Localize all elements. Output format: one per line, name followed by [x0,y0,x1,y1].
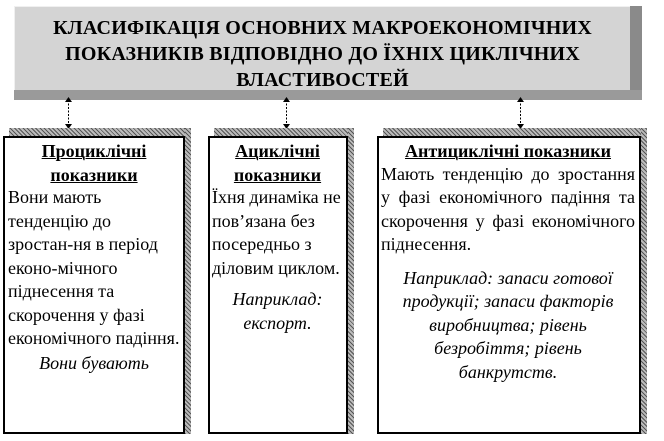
column-description: Мають тенденцію до зростання у фазі економічного падіння та скорочення у фазі економічного піднесення. [381,163,635,254]
column-shadow [641,128,647,434]
procyclic-column [3,136,185,434]
column-example: Вони бувають [39,352,149,373]
header-title-line1: КЛАСИФІКАЦІЯ ОСНОВНИХ МАКРОЕКОНОМІЧНИХ [53,17,592,39]
countercyclic-column [377,136,641,434]
banner-shadow-side [630,6,642,90]
column-shadow [348,128,354,434]
header-banner [14,6,630,90]
column-shadow [185,128,191,434]
column-shadow [214,128,354,136]
column-shadow [383,128,647,136]
column-title: Ациклічні показники [233,141,322,185]
header-title-line2: ПОКАЗНИКІВ ВІДПОВІДНО ДО ЇХНІХ ЦИКЛІЧНИХ [65,43,580,65]
column-shadow [9,128,191,136]
acyclic-column [208,136,348,434]
header-title-line3: ВЛАСТИВОСТЕЙ [236,69,409,91]
column-description: Вони мають тенденцію до зростан-ня в період еконо-мічного піднесення та скорочення у фазі економічного падіння. [8,187,180,348]
double-arrow-icon [64,97,73,129]
column-description: Їхня динаміка не пов’язана без посередньо з діловим циклом. [212,187,341,278]
double-arrow-icon [282,97,291,129]
double-arrow-icon [516,97,525,129]
column-example: Наприклад: експорт. [232,289,323,333]
column-example: Наприклад: запаси готової продукції; запаси факторів виробництва; рівень безробіття; рівень банкрутств. [402,267,614,382]
column-title: Проциклічні показники [41,141,147,185]
column-title: Антициклічні показники [404,141,611,161]
